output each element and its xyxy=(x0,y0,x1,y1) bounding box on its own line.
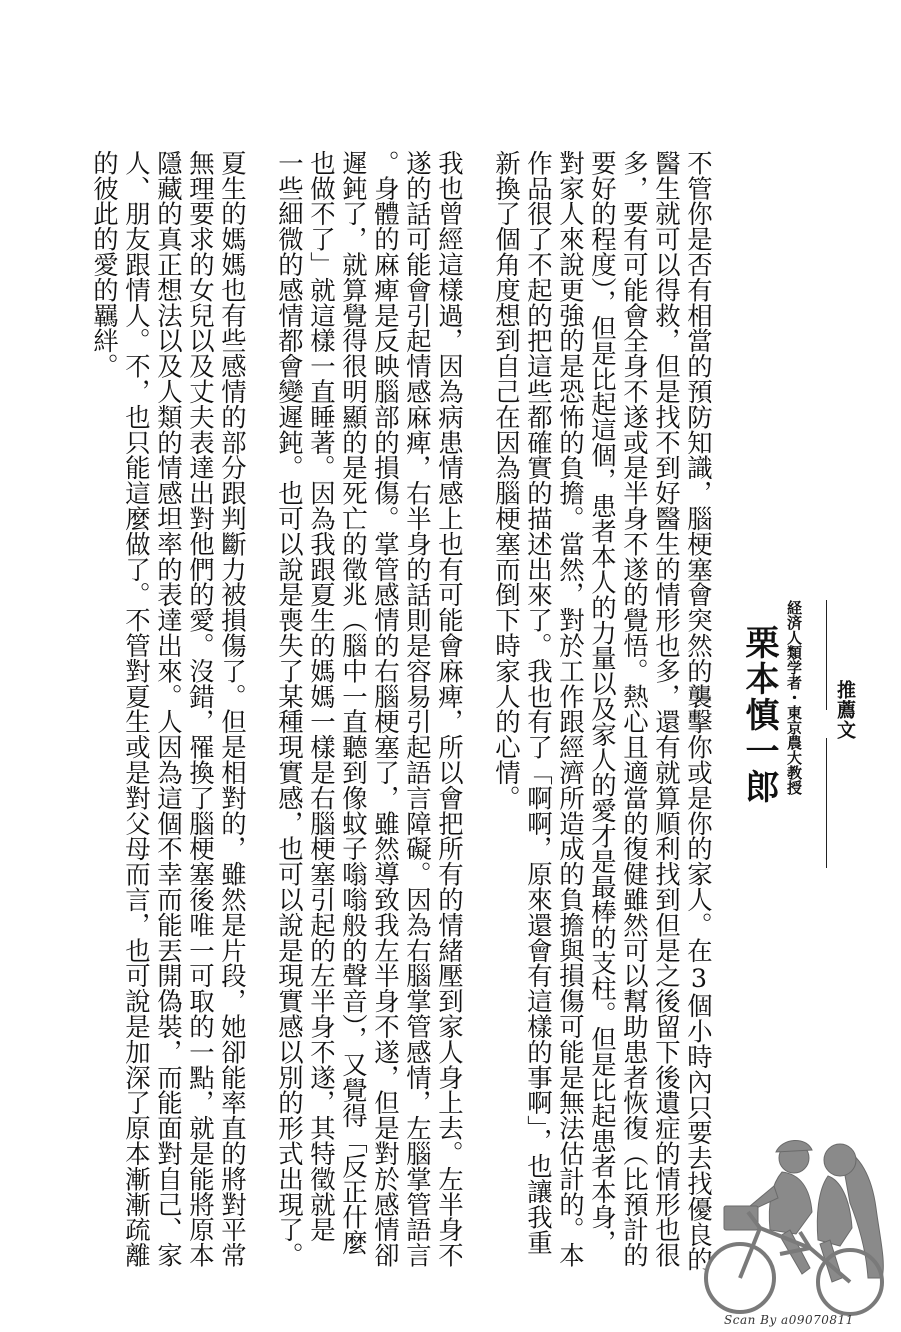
body-column-5: 對家人來說更強的是恐怖的負擔。當然，對於工作跟經濟所造成的負擔與損傷可能是無法估計的。本 xyxy=(556,150,586,1268)
body-column-14: 夏生的媽媽也有些感情的部分跟判斷力被損傷了。但是相對的，雖然是片段，她卻能率直的將對平常 xyxy=(218,150,248,1268)
header-rule-bottom xyxy=(826,738,827,868)
body-column-4: 要好的程度），但是比起這個，患者本人的力量以及家人的愛才是最棒的支柱。但是比起患者本身， xyxy=(588,150,618,1255)
body-column-11: 遲鈍了，就算覺得很明顯的是死亡的徵兆（腦中一直聽到像蚊子嗡嗡般的聲音），又覺得「反正什麼 xyxy=(339,150,369,1255)
section-label: 推薦文 xyxy=(834,680,856,740)
body-column-16: 隱藏的真正想法以及人類的情感坦率的表達出來。人因為這個不幸而能丟開偽裝，而能面對自己、家 xyxy=(154,150,184,1268)
body-column-12: 也做不了」就這樣一直睡著。因為我跟夏生的媽媽一樣是右腦梗塞引起的左半身不遂，其特徵就是 xyxy=(307,150,337,1243)
body-column-8: 我也曾經這樣過，因為病患情感上也有可能會麻痺，所以會把所有的情緒壓到家人身上去。左半身不 xyxy=(435,150,465,1268)
body-column-9: 遂的話可能會引起情感麻痺，右半身的話則是容易引起語言障礙。因為右腦掌管感情，左腦掌管語言 xyxy=(403,150,433,1268)
body-column-13: 一些細微的感情都會變遲鈍。也可以說是喪失了某種現實感，也可以說是現實感以別的形式出現了。 xyxy=(275,150,305,1268)
header-rule-top xyxy=(826,600,827,710)
body-column-6: 作品很了不起的把這些都確實的描述出來了。我也有了「啊啊，原來還會有這樣的事啊」，也讓我重 xyxy=(524,150,554,1255)
body-column-3: 多，要有可能會全身不遂或是半身不遂的覺悟。熱心且適當的復健雖然可以幫助患者恢復（比預計的 xyxy=(620,150,650,1268)
author-affiliation: 経済人類学者・東京農大教授 xyxy=(785,600,803,795)
body-column-17: 人、朋友跟情人。不，也只能這麼做了。不管對夏生或是對父母而言，也可說是加深了原本漸漸疏離 xyxy=(122,150,152,1268)
body-column-18: 的彼此的愛的羈絆。 xyxy=(90,150,120,379)
author-name: 栗本慎一郎 xyxy=(739,625,779,805)
body-column-7: 新換了個角度想到自己在因為腦梗塞而倒下時家人的心情。 xyxy=(492,150,522,811)
body-column-1: 不管你是否有相當的預防知識，腦梗塞會突然的襲擊你或是你的家人。在3個小時內只要去找優良的 xyxy=(684,150,714,1273)
body-column-10: 。身體的麻痺是反映腦部的損傷。掌管感情的右腦梗塞了，雖然導致我左半身不遂，但是對於感情卻 xyxy=(371,150,401,1268)
scan-credit: Scan By a09070811 xyxy=(724,1313,854,1327)
body-column-15: 無理要求的女兒以及丈夫表達出對他們的愛。沒錯，罹換了腦梗塞後唯一可取的一點，就是能將原本 xyxy=(186,150,216,1268)
bicycle-silhouette-illustration xyxy=(690,1128,890,1320)
body-column-2: 醫生就可以得救，但是找不到好醫生的情形也多，還有就算順利找到但是之後留下後遺症的情形也很 xyxy=(652,150,682,1268)
